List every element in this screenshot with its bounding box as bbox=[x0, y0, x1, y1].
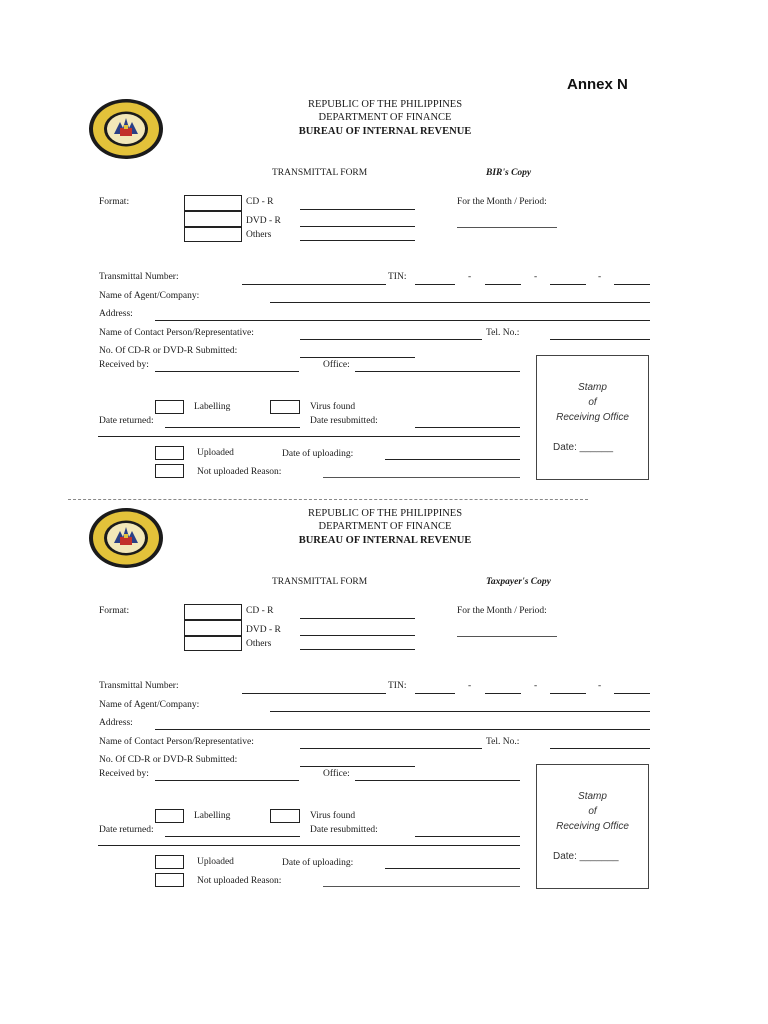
tel-line[interactable] bbox=[550, 748, 650, 749]
period-label: For the Month / Period: bbox=[457, 606, 547, 616]
copy-label: Taxpayer's Copy bbox=[486, 577, 551, 587]
stamp-box bbox=[536, 355, 649, 480]
stamp-text-3: Receiving Office bbox=[556, 821, 629, 832]
received-label: Received by: bbox=[99, 360, 149, 370]
stamp-date: Date: _______ bbox=[553, 851, 619, 862]
contact-label: Name of Contact Person/Representative: bbox=[99, 328, 254, 338]
labelling-checkbox[interactable] bbox=[155, 400, 184, 414]
submitted-line[interactable] bbox=[300, 766, 415, 767]
annex-label: Annex N bbox=[567, 76, 628, 93]
not-uploaded-reason-line[interactable] bbox=[323, 477, 520, 478]
labelling-label: Labelling bbox=[194, 811, 231, 821]
virus-found-checkbox[interactable] bbox=[270, 809, 300, 823]
header-department: DEPARTMENT OF FINANCE bbox=[318, 112, 452, 123]
submitted-line[interactable] bbox=[300, 357, 415, 358]
not-uploaded-checkbox[interactable] bbox=[155, 464, 184, 478]
agent-line[interactable] bbox=[270, 302, 650, 303]
date-returned-label: Date returned: bbox=[99, 825, 154, 835]
not-uploaded-reason-line[interactable] bbox=[323, 886, 520, 887]
tin-dash-3: - bbox=[598, 272, 602, 282]
stamp-date: Date: ______ bbox=[553, 442, 614, 453]
received-line[interactable] bbox=[155, 371, 299, 372]
tin-line-3[interactable] bbox=[550, 693, 586, 694]
format-option-cd-r: CD - R bbox=[246, 606, 274, 616]
others-checkbox[interactable] bbox=[184, 227, 242, 242]
labelling-checkbox[interactable] bbox=[155, 809, 184, 823]
tin-dash-1: - bbox=[468, 681, 472, 691]
labelling-label: Labelling bbox=[194, 402, 231, 412]
cd-r-line[interactable] bbox=[300, 209, 415, 210]
submitted-label: No. Of CD-R or DVD-R Submitted: bbox=[99, 755, 238, 765]
cd-r-line[interactable] bbox=[300, 618, 415, 619]
received-label: Received by: bbox=[99, 769, 149, 779]
transmittal-number-line[interactable] bbox=[242, 284, 386, 285]
form-title: TRANSMITTAL FORM bbox=[272, 577, 368, 587]
address-line[interactable] bbox=[155, 729, 650, 730]
dvd-r-line[interactable] bbox=[300, 635, 415, 636]
section-divider bbox=[98, 845, 520, 846]
date-uploading-label: Date of uploading: bbox=[282, 449, 354, 459]
transmittal-form-taxpayer-copy bbox=[0, 507, 768, 907]
tin-dash-2: - bbox=[534, 272, 538, 282]
dvd-r-checkbox[interactable] bbox=[184, 620, 242, 636]
contact-line[interactable] bbox=[300, 339, 482, 340]
others-line[interactable] bbox=[300, 649, 415, 650]
format-option-others: Others bbox=[246, 230, 272, 240]
tin-line-3[interactable] bbox=[550, 284, 586, 285]
office-line[interactable] bbox=[355, 371, 520, 372]
tin-line-4[interactable] bbox=[614, 284, 650, 285]
tin-line-2[interactable] bbox=[485, 693, 521, 694]
date-returned-line[interactable] bbox=[165, 427, 300, 428]
date-returned-line[interactable] bbox=[165, 836, 300, 837]
tin-line-1[interactable] bbox=[415, 693, 455, 694]
others-checkbox[interactable] bbox=[184, 636, 242, 651]
address-label: Address: bbox=[99, 309, 133, 319]
bir-seal-logo bbox=[87, 507, 165, 569]
section-divider bbox=[98, 436, 520, 437]
uploaded-checkbox[interactable] bbox=[155, 855, 184, 869]
tin-dash-3: - bbox=[598, 681, 602, 691]
date-resubmitted-line[interactable] bbox=[415, 427, 520, 428]
format-option-cd-r: CD - R bbox=[246, 197, 274, 207]
header-republic: REPUBLIC OF THE PHILIPPINES bbox=[307, 508, 463, 519]
agent-line[interactable] bbox=[270, 711, 650, 712]
format-label: Format: bbox=[99, 606, 130, 616]
format-option-dvd-r: DVD - R bbox=[246, 216, 281, 226]
header-bureau: BUREAU OF INTERNAL REVENUE bbox=[298, 126, 472, 137]
received-line[interactable] bbox=[155, 780, 299, 781]
copy-label: BIR's Copy bbox=[486, 168, 532, 178]
period-label: For the Month / Period: bbox=[457, 197, 547, 207]
not-uploaded-checkbox[interactable] bbox=[155, 873, 184, 887]
date-returned-label: Date returned: bbox=[99, 416, 154, 426]
contact-line[interactable] bbox=[300, 748, 482, 749]
office-line[interactable] bbox=[355, 780, 520, 781]
uploaded-label: Uploaded bbox=[197, 448, 234, 458]
cd-r-checkbox[interactable] bbox=[184, 604, 242, 620]
transmittal-number-label: Transmittal Number: bbox=[99, 272, 179, 282]
date-resubmitted-label: Date resubmitted: bbox=[310, 825, 378, 835]
tel-label: Tel. No.: bbox=[486, 328, 520, 338]
form-title: TRANSMITTAL FORM bbox=[272, 168, 368, 178]
header-bureau: BUREAU OF INTERNAL REVENUE bbox=[298, 535, 472, 546]
tin-line-4[interactable] bbox=[614, 693, 650, 694]
uploaded-checkbox[interactable] bbox=[155, 446, 184, 460]
address-label: Address: bbox=[99, 718, 133, 728]
agent-label: Name of Agent/Company: bbox=[99, 700, 200, 710]
tel-label: Tel. No.: bbox=[486, 737, 520, 747]
not-uploaded-label: Not uploaded Reason: bbox=[197, 467, 282, 477]
office-label: Office: bbox=[323, 769, 350, 779]
tin-dash-2: - bbox=[534, 681, 538, 691]
tin-line-2[interactable] bbox=[485, 284, 521, 285]
stamp-text-2: of bbox=[588, 806, 597, 817]
not-uploaded-label: Not uploaded Reason: bbox=[197, 876, 282, 886]
stamp-text-1: Stamp bbox=[578, 382, 607, 393]
contact-label: Name of Contact Person/Representative: bbox=[99, 737, 254, 747]
tin-label: TIN: bbox=[388, 681, 407, 691]
virus-found-checkbox[interactable] bbox=[270, 400, 300, 414]
format-option-others: Others bbox=[246, 639, 272, 649]
tin-line-1[interactable] bbox=[415, 284, 455, 285]
format-option-dvd-r: DVD - R bbox=[246, 625, 281, 635]
address-line[interactable] bbox=[155, 320, 650, 321]
cd-r-checkbox[interactable] bbox=[184, 195, 242, 211]
virus-found-label: Virus found bbox=[310, 402, 356, 412]
dvd-r-checkbox[interactable] bbox=[184, 211, 242, 227]
virus-found-label: Virus found bbox=[310, 811, 356, 821]
stamp-box bbox=[536, 764, 649, 889]
header-department: DEPARTMENT OF FINANCE bbox=[318, 521, 452, 532]
date-uploading-line[interactable] bbox=[385, 868, 520, 869]
others-line[interactable] bbox=[300, 240, 415, 241]
cut-line-separator bbox=[68, 499, 588, 500]
transmittal-number-label: Transmittal Number: bbox=[99, 681, 179, 691]
date-uploading-label: Date of uploading: bbox=[282, 858, 354, 868]
period-line[interactable] bbox=[457, 636, 557, 637]
bir-seal-logo bbox=[87, 98, 165, 160]
header-republic: REPUBLIC OF THE PHILIPPINES bbox=[307, 99, 463, 110]
date-resubmitted-line[interactable] bbox=[415, 836, 520, 837]
uploaded-label: Uploaded bbox=[197, 857, 234, 867]
tin-label: TIN: bbox=[388, 272, 407, 282]
submitted-label: No. Of CD-R or DVD-R Submitted: bbox=[99, 346, 238, 356]
date-uploading-line[interactable] bbox=[385, 459, 520, 460]
format-label: Format: bbox=[99, 197, 130, 207]
tin-dash-1: - bbox=[468, 272, 472, 282]
agent-label: Name of Agent/Company: bbox=[99, 291, 200, 301]
dvd-r-line[interactable] bbox=[300, 226, 415, 227]
transmittal-form-bir-copy bbox=[0, 98, 768, 498]
transmittal-number-line[interactable] bbox=[242, 693, 386, 694]
office-label: Office: bbox=[323, 360, 350, 370]
stamp-text-2: of bbox=[588, 397, 597, 408]
date-resubmitted-label: Date resubmitted: bbox=[310, 416, 378, 426]
period-line[interactable] bbox=[457, 227, 557, 228]
tel-line[interactable] bbox=[550, 339, 650, 340]
stamp-text-1: Stamp bbox=[578, 791, 607, 802]
stamp-text-3: Receiving Office bbox=[556, 412, 629, 423]
